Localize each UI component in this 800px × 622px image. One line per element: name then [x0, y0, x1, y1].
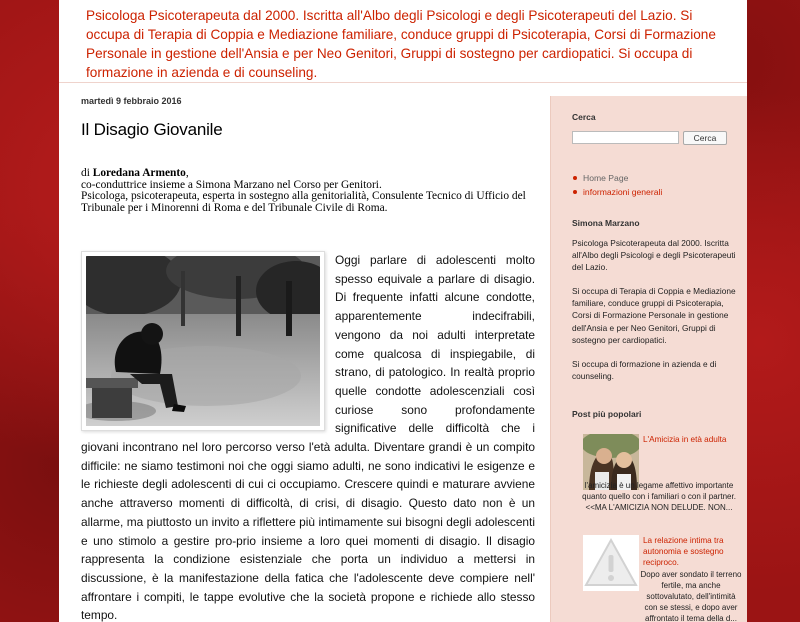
- profile-title: Simona Marzano: [572, 218, 640, 228]
- sidebar: [550, 96, 747, 622]
- search-input[interactable]: [572, 131, 679, 144]
- profile-widget: [572, 218, 742, 382]
- post-title[interactable]: Il Disagio Giovanile: [81, 120, 223, 139]
- post-date: martedì 9 febbraio 2016: [81, 96, 182, 106]
- popular-post-item: [572, 434, 737, 539]
- author-suffix: ,: [185, 167, 189, 179]
- post-body: [81, 251, 535, 622]
- profile-para-2: Si occupa di Terapia di Coppia e Mediazione familiare, conduce gruppi di Psicoterapia, Corsi di Formazione Personale in gestione dell'Ansia e per Neo Genitori, Gruppi di sostegno per cardiopatici.: [572, 286, 736, 345]
- author-credentials: Psicologa, psicoterapeuta, esperta in sostegno alla genitorialità, Consulente Tecnico di Ufficio del Tribunale per i Minorenni di Roma e del Tribunale Civile di Roma.: [81, 190, 526, 214]
- popular-post-snippet: Dopo aver sondato il terreno fertile, ma anche sottovalutato, dell'intimità con se stessi, e dopo aver affrontato il tema della d...: [640, 570, 742, 622]
- blog-header: [59, 0, 747, 83]
- popular-post-title[interactable]: L'Amicizia in età adulta: [643, 435, 727, 444]
- post-body-text: Oggi parlare di adolescenti molto spesso equivale a parlare di disagio. Di frequente infatti alcune condotte, apparentemente indecifrabili, vengono da noi adulti interpretate come qualcosa di inspiegabile, di strano, di patologico. In realtà proprio quelle condotte adolescenziali così curiose sono profondamente significative delle difficoltà che i giovani incontrano nel loro percorso verso l'età adulta. Diventare grandi è un compito difficile: ne siamo testimoni noi che oggi siamo adulti, ne sono indicativi le esigenze e le richieste degli adolescenti di cui ci occupiamo. Crescere quindi e maturare avviene anche attraverso momenti di difficoltà, di crisi, di disagio. Questo dato non è un allarme, ma piuttosto un invito a riflettere più intimamente sui bisogni degli adolescenti e uno stimolo a gestire pro-prio insieme a loro quei momenti di disagio. Il disagio rappresenta la condizione esistenziale che porta un individuo a mettersi in discussione, è la manifestazione della fatica che l'adolescente deve compiere nell' affrontare i compiti, le tappe evolutive che la società propone e richiede allo stesso tempo.: [81, 253, 535, 622]
- profile-para-1: Psicologa Psicoterapeuta dal 2000. Iscritta all'Albo degli Psicologi e degli Psicoterapeuti del Lazio.: [572, 238, 736, 273]
- main-column: [81, 96, 535, 622]
- popular-post-snippet: l'amicizia è un legame affettivo importante quanto quello con i familiari o con il partner. <<MA L'AMICIZIA NON DELUDE. NON...: [582, 481, 736, 512]
- post-image[interactable]: [81, 251, 325, 431]
- author-line: [81, 168, 535, 180]
- popular-post-title[interactable]: La relazione intima tra autonomia e sostegno reciproco.: [643, 536, 724, 568]
- page-link-home[interactable]: Home Page: [572, 171, 742, 185]
- popular-posts-widget: [572, 409, 742, 622]
- search-button[interactable]: Cerca: [683, 131, 727, 145]
- author-prefix: di: [81, 167, 93, 179]
- post-author-block: [81, 168, 535, 214]
- page-link-info[interactable]: informazioni generali: [572, 185, 742, 199]
- blog-page: [59, 0, 747, 622]
- author-name: Loredana Armento: [92, 167, 186, 179]
- popular-post-item: [572, 535, 742, 622]
- search-widget: [572, 112, 742, 199]
- pages-list: [572, 171, 742, 199]
- search-row: [572, 131, 742, 145]
- search-title: Cerca: [572, 112, 596, 122]
- profile-para-3: Si occupa di formazione in azienda e di counseling.: [572, 358, 717, 381]
- sad-teen-photo: [86, 256, 320, 426]
- popular-posts-title: Post più popolari: [572, 409, 642, 419]
- author-role: co-conduttrice insieme a Simona Marzano nel Corso per Genitori.: [81, 178, 382, 191]
- blog-description: Psicologa Psicoterapeuta dal 2000. Iscritta all'Albo degli Psicologi e degli Psicoterapeuti del Lazio. Si occupa di Terapia di Coppia e Mediazione familiare, conduce gruppi di Psicoterapia, Corsi di Formazione Personale in gestione dell'Ansia e per Neo Genitori, Gruppi di sostegno per cardiopatici. Si occupa di formazione in azienda e di counseling.: [86, 8, 716, 80]
